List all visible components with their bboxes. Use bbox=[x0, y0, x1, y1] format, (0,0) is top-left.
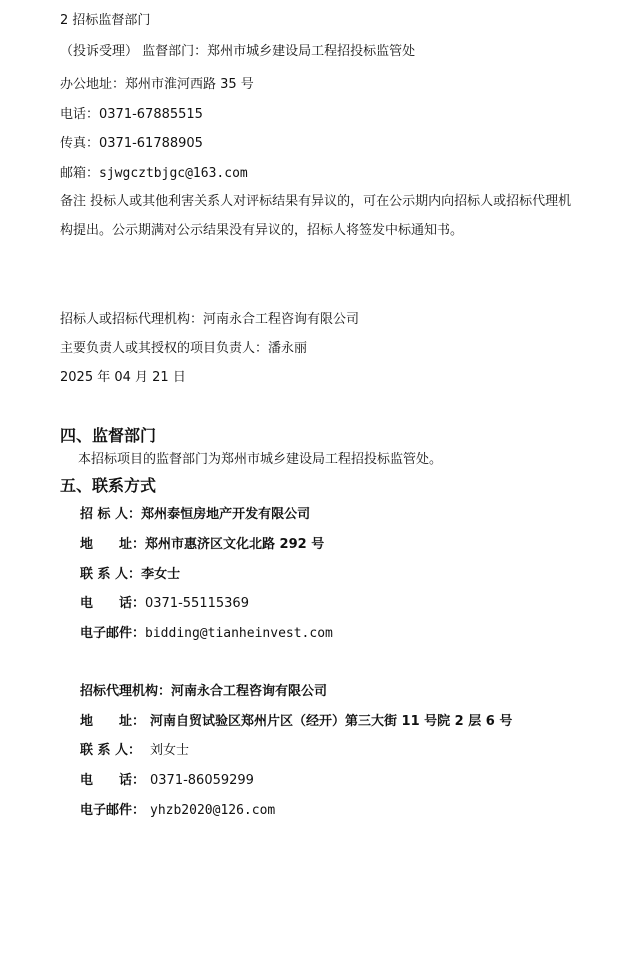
note-line-1: 备注 投标人或其他利害关系人对评标结果有异议的，可在公示期内向招标人或招标代理机 bbox=[60, 194, 572, 209]
email-line bbox=[60, 166, 248, 182]
agency-name-label: 招标代理机构： bbox=[80, 684, 172, 699]
phone-line: 电话：0371-67885515 bbox=[60, 107, 203, 122]
signoff-agency: 招标人或招标代理机构：河南永合工程咨询有限公司 bbox=[60, 312, 360, 327]
tenderer-phone-label: 电 话： bbox=[80, 596, 146, 611]
agency-contact-row bbox=[80, 743, 189, 759]
supervision-heading: 2 招标监督部门 bbox=[60, 13, 151, 28]
agency-address-row bbox=[80, 714, 512, 730]
email-label: 邮箱： bbox=[60, 166, 100, 181]
agency-contact-label: 联 系 人： bbox=[80, 743, 142, 758]
tenderer-email-label: 电子邮件： bbox=[80, 626, 146, 641]
agency-address-label: 地 址： bbox=[80, 714, 146, 729]
fax-line: 传真：0371-61788905 bbox=[60, 136, 203, 151]
tenderer-contact: 李女士 bbox=[141, 567, 181, 582]
agency-name-row bbox=[80, 684, 327, 700]
agency-email-row bbox=[80, 803, 275, 819]
tenderer-contact-row bbox=[80, 567, 180, 583]
signoff-person: 主要负责人或其授权的项目负责人：潘永丽 bbox=[60, 341, 308, 356]
complaint-department: （投诉受理） 监督部门：郑州市城乡建设局工程招投标监管处 bbox=[60, 44, 416, 59]
tenderer-contact-label: 联 系 人： bbox=[80, 567, 142, 582]
tenderer-address-label: 地 址： bbox=[80, 537, 146, 552]
tenderer-phone-row bbox=[80, 596, 249, 612]
section-4-title: 四、监督部门 bbox=[60, 426, 157, 445]
agency-phone-row bbox=[80, 773, 254, 789]
agency-phone: 0371-86059299 bbox=[150, 773, 254, 788]
tenderer-name-label: 招 标 人： bbox=[80, 507, 142, 522]
agency-address: 河南自贸试验区郑州片区（经开）第三大街 11 号院 2 层 6 号 bbox=[150, 714, 513, 729]
tenderer-email-row bbox=[80, 626, 333, 642]
section-4-body: 本招标项目的监督部门为郑州市城乡建设局工程招投标监管处。 bbox=[78, 452, 443, 467]
section-5-title: 五、联系方式 bbox=[60, 476, 157, 495]
office-address: 办公地址：郑州市淮河西路 35 号 bbox=[60, 77, 254, 92]
note-line-2: 构提出。公示期满对公示结果没有异议的，招标人将签发中标通知书。 bbox=[60, 223, 464, 238]
agency-phone-label: 电 话： bbox=[80, 773, 146, 788]
agency-email: yhzb2020@126.com bbox=[150, 803, 276, 818]
email-value: sjwgcztbjgc@163.com bbox=[99, 166, 248, 181]
tenderer-email: bidding@tianheinvest.com bbox=[145, 626, 333, 641]
signoff-date: 2025 年 04 月 21 日 bbox=[60, 370, 186, 385]
agency-email-label: 电子邮件： bbox=[80, 803, 146, 818]
tenderer-address-row bbox=[80, 537, 324, 553]
tenderer-address: 郑州市惠济区文化北路 292 号 bbox=[145, 537, 325, 552]
tenderer-name: 郑州泰恒房地产开发有限公司 bbox=[141, 507, 311, 522]
tenderer-phone: 0371-55115369 bbox=[145, 596, 249, 611]
agency-name: 河南永合工程咨询有限公司 bbox=[171, 684, 328, 699]
tenderer-name-row bbox=[80, 507, 310, 523]
agency-contact: 刘女士 bbox=[150, 743, 190, 758]
